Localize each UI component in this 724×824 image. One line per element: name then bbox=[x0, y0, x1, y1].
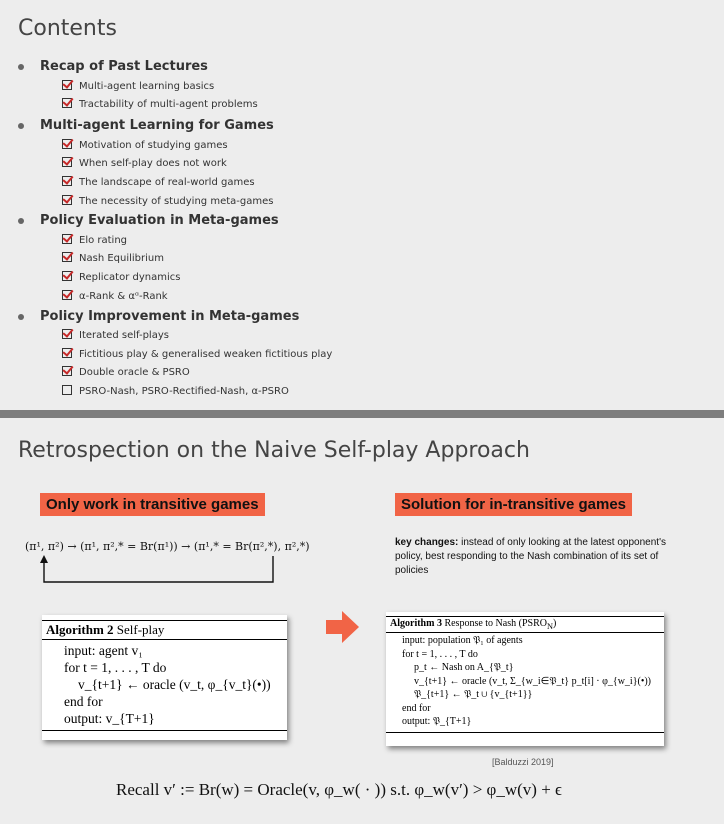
page-title: Contents bbox=[18, 16, 117, 41]
algorithm-2-header: Algorithm 2 Self-play bbox=[42, 620, 287, 640]
checked-box-icon bbox=[62, 271, 72, 281]
algo-line: input: population 𝔓₁ of agents bbox=[402, 635, 523, 646]
checked-box-icon bbox=[62, 98, 72, 108]
transitive-badge: Only work in transitive games bbox=[40, 493, 265, 516]
list-item: Fictitious play & generalised weaken fictitious play bbox=[62, 348, 332, 362]
checked-box-icon bbox=[62, 252, 72, 262]
list-item: When self-play does not work bbox=[62, 157, 227, 171]
section-heading: Policy Evaluation in Meta-games bbox=[18, 213, 279, 228]
algo-line: for t = 1, . . . , T do bbox=[64, 660, 167, 675]
bullet-icon bbox=[18, 123, 24, 129]
algo-line: output: v_{T+1} bbox=[64, 711, 155, 726]
checked-box-icon bbox=[62, 329, 72, 339]
algorithm-2-body bbox=[42, 640, 287, 731]
checked-box-icon bbox=[62, 157, 72, 167]
section-heading: Recap of Past Lectures bbox=[18, 59, 208, 74]
algo-line: v_{t+1} ← oracle (v_t, Σ_{w_i∈𝔓_t} p_t[i] · φ_{w_i}(•)) bbox=[414, 675, 651, 687]
section-heading: Multi-agent Learning for Games bbox=[18, 118, 274, 133]
checked-box-icon bbox=[62, 176, 72, 186]
algorithm-3-box bbox=[386, 612, 664, 746]
list-item: Elo rating bbox=[62, 234, 127, 248]
slide-title: Retrospection on the Naive Self-play Approach bbox=[18, 438, 530, 463]
algo-line: output: 𝔓_{T+1} bbox=[402, 716, 472, 727]
checked-box-icon bbox=[62, 234, 72, 244]
algorithm-2-box bbox=[42, 615, 287, 740]
intransitive-badge: Solution for in-transitive games bbox=[395, 493, 632, 516]
self-play-formula: (π¹, π²) → (π¹, π²,* = Br(π¹)) → (π¹,* = Br(π²,*), π²,*) bbox=[25, 540, 310, 553]
list-item: PSRO-Nash, PSRO-Rectified-Nash, α-PSRO bbox=[62, 385, 289, 399]
bullet-icon bbox=[18, 64, 24, 70]
checked-box-icon bbox=[62, 80, 72, 90]
slide-divider bbox=[0, 410, 724, 418]
checked-box-icon bbox=[62, 139, 72, 149]
recall-formula: Recall v′ := Br(w) = Oracle(v, φ_w( · )) s.t. φ_w(v′) > φ_w(v) + ϵ bbox=[116, 780, 562, 799]
bullet-icon bbox=[18, 314, 24, 320]
contents-slide bbox=[0, 0, 724, 410]
unchecked-box-icon bbox=[62, 385, 72, 395]
list-item: Multi-agent learning basics bbox=[62, 80, 214, 94]
checked-box-icon bbox=[62, 348, 72, 358]
algo-line: v_{t+1} ← oracle (v_t, φ_{v_t}(•)) bbox=[78, 677, 271, 692]
loop-arrow-icon bbox=[30, 554, 290, 588]
section-heading: Policy Improvement in Meta-games bbox=[18, 309, 299, 324]
checked-box-icon bbox=[62, 195, 72, 205]
list-item: Iterated self-plays bbox=[62, 329, 169, 343]
algo-line: end for bbox=[64, 694, 103, 709]
checked-box-icon bbox=[62, 366, 72, 376]
algo-line: end for bbox=[402, 702, 431, 714]
checked-box-icon bbox=[62, 290, 72, 300]
algorithm-3-header: Algorithm 3 Response to Nash $(PSRO_N)$ bbox=[386, 616, 664, 633]
list-item: The landscape of real-world games bbox=[62, 176, 255, 190]
key-changes-text: key changes: instead of only looking at the latest opponent's policy, best responding to the Nash combination of its set of policies bbox=[395, 537, 666, 576]
algo-line: p_t ← Nash on A_{𝔓_t} bbox=[414, 662, 514, 673]
algorithm-3-body bbox=[386, 633, 664, 733]
bullet-icon bbox=[18, 218, 24, 224]
list-item: Replicator dynamics bbox=[62, 271, 180, 285]
algo-line: input: agent v₁ bbox=[64, 643, 143, 658]
retrospection-slide bbox=[0, 418, 724, 824]
list-item: α-Rank & αᵅ-Rank bbox=[62, 290, 168, 304]
list-item: Double oracle & PSRO bbox=[62, 366, 190, 380]
algo-line: for t = 1, . . . , T do bbox=[402, 648, 478, 660]
citation: [Balduzzi 2019] bbox=[492, 757, 554, 767]
list-item: Motivation of studying games bbox=[62, 139, 228, 153]
right-arrow-icon bbox=[326, 610, 360, 644]
algo-line: 𝔓_{t+1} ← 𝔓_t ∪ {v_{t+1}} bbox=[414, 689, 533, 700]
list-item: Nash Equilibrium bbox=[62, 252, 164, 266]
list-item: Tractability of multi-agent problems bbox=[62, 98, 258, 112]
list-item: The necessity of studying meta-games bbox=[62, 195, 273, 209]
